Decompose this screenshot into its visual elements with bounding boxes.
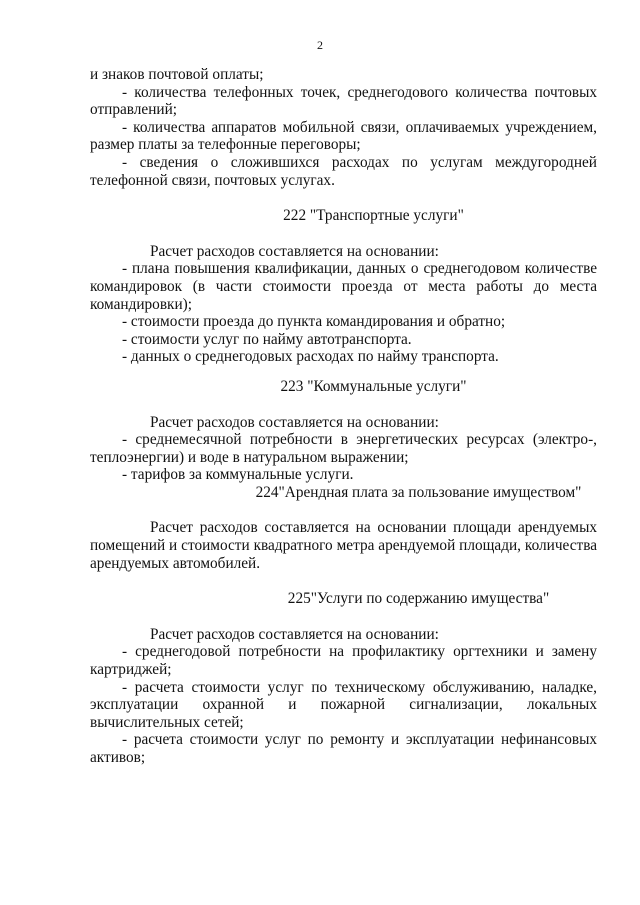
- section-224-heading: 224"Арендная плата за пользование имуществом": [255, 483, 582, 501]
- document-body: [90, 66, 597, 767]
- intro-line-1: и знаков почтовой оплаты;: [90, 66, 264, 83]
- intro-item-phones: - количества телефонных точек, среднегодового количества почтовых отправлений;: [90, 83, 597, 119]
- intro-item-mobile: - количества аппаратов мобильной связи, оплачиваемых учреждением, размер платы за телефонные переговоры;: [90, 118, 597, 154]
- section-225-heading: 225"Услуги по содержанию имущества": [287, 590, 550, 608]
- section-222-item: - данных о среднегодовых расходах по найму транспорта.: [122, 348, 499, 366]
- section-223-item: - тарифов за коммунальные услуги.: [122, 466, 354, 484]
- section-222-item: - стоимости услуг по найму автотранспорта.: [122, 330, 412, 348]
- section-223-item: - среднемесячной потребности в энергетических ресурсах (электро-, теплоэнергии) и воде в натуральном выражении;: [90, 431, 597, 466]
- section-223-lead: Расчет расходов составляется на основании:: [150, 413, 439, 431]
- section-225-item: - расчета стоимости услуг по техническому обслуживанию, наладке, эксплуатации охранной и пожарной сигнализации, локальных вычислительных сетей;: [90, 678, 597, 731]
- section-223-heading: 223 "Коммунальные услуги": [280, 377, 467, 395]
- page-number: 2: [317, 38, 323, 52]
- section-222-item: - стоимости проезда до пункта командирования и обратно;: [122, 313, 506, 331]
- section-222-lead: Расчет расходов составляется на основании:: [150, 242, 439, 260]
- section-225-lead: Расчет расходов составляется на основании:: [150, 625, 439, 643]
- section-225-item: - среднегодовой потребности на профилактику оргтехники и замену картриджей;: [90, 643, 597, 679]
- section-224-text: Расчет расходов составляется на основании площади арендуемых помещений и стоимости квадратного метра арендуемой площади, количества арендуемых автомобилей.: [90, 519, 597, 572]
- section-222-item: - плана повышения квалификации, данных о среднегодовом количестве командировок (в части стоимости проезда от места работы до места командировки);: [90, 260, 597, 313]
- section-222-heading: 222 "Транспортные услуги": [283, 207, 464, 225]
- section-225-item: - расчета стоимости услуг по ремонту и эксплуатации нефинансовых активов;: [90, 731, 597, 766]
- intro-item-expenses: - сведения о сложившихся расходах по услугам междугородней телефонной связи, почтовых услугах.: [90, 153, 597, 189]
